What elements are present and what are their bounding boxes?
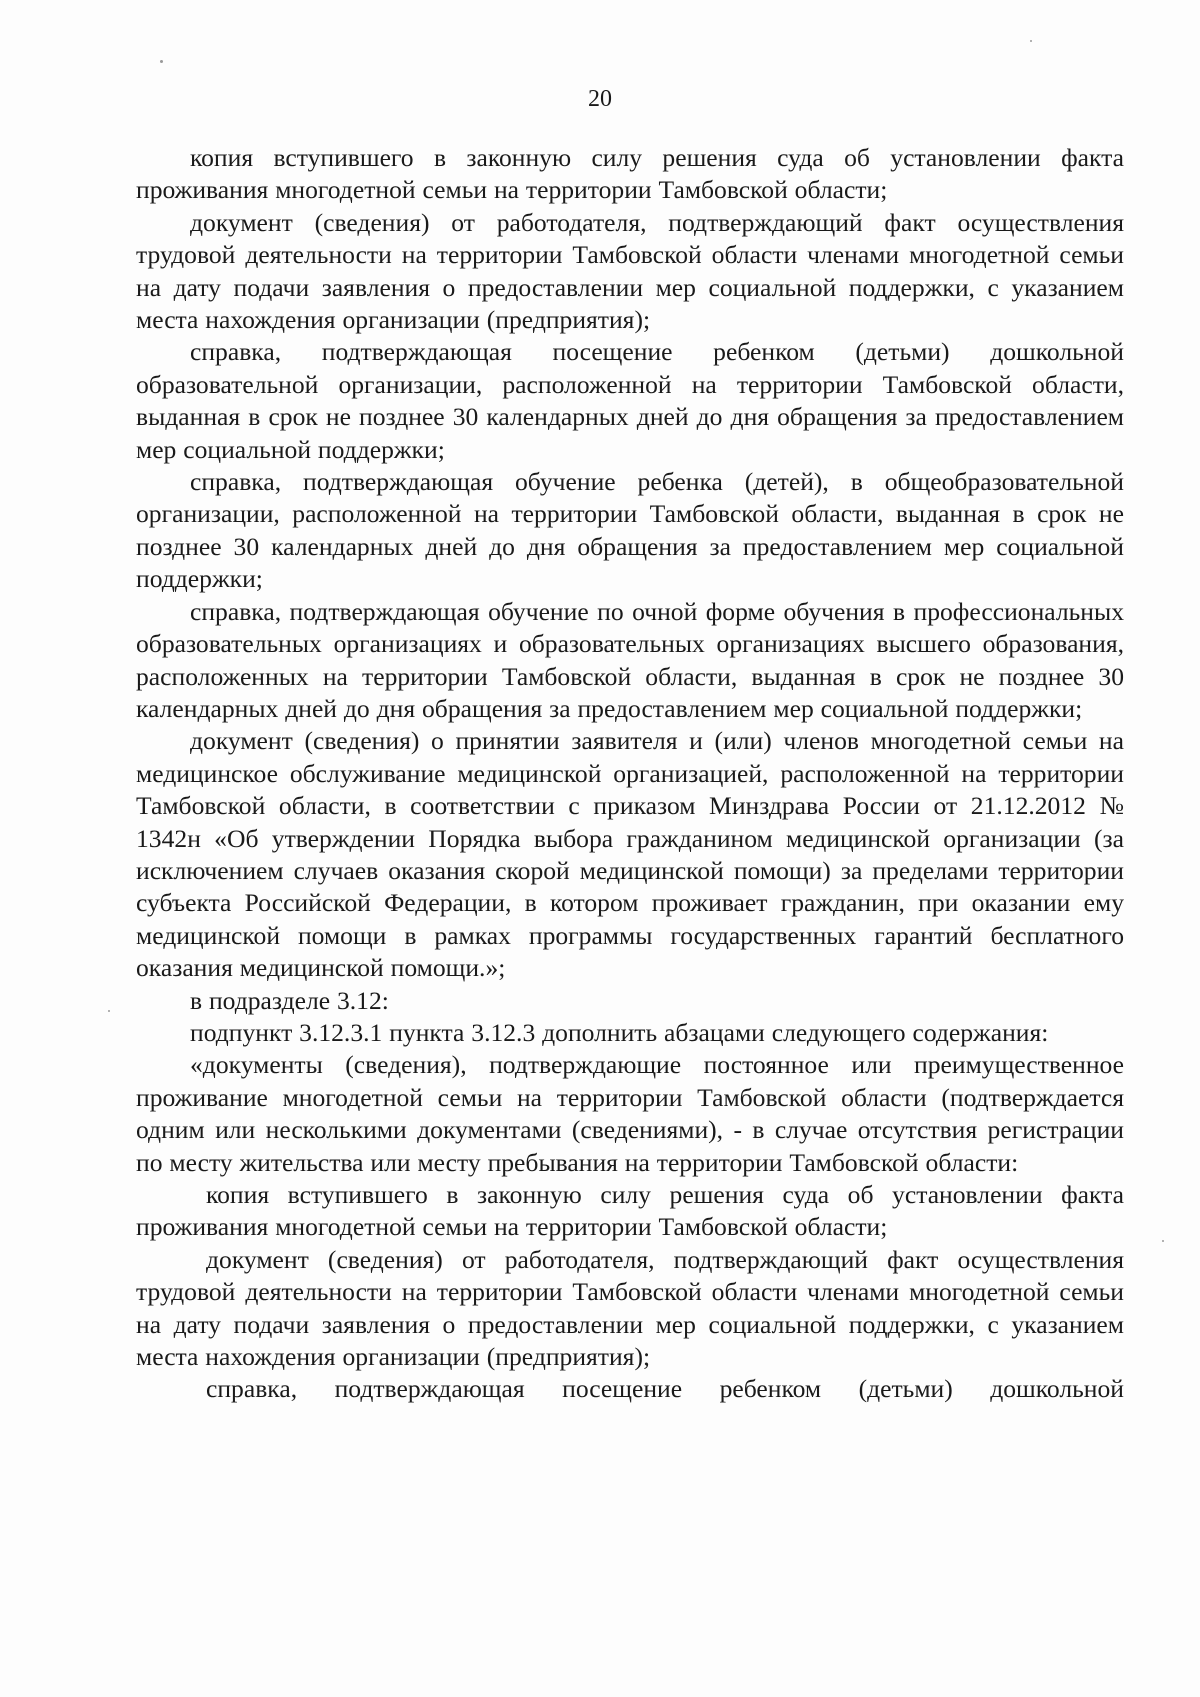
paragraph-preschool-certificate: справка, подтверждающая посещение ребенком (детьми) дошкольной образовательной организации, расположенной на территории Тамбовской области, выданная в срок не позднее 30 календарных дней до дня обращения за предоставлением мер социальной поддержки;	[136, 337, 1124, 464]
scan-speck	[1030, 40, 1032, 42]
paragraph-school-certificate: справка, подтверждающая обучение ребенка (детей), в общеобразовательной организации, расположенной на территории Тамбовской области, выданная в срок не позднее 30 календарных дней до дня обращения за предоставлением мер социальной поддержки;	[136, 467, 1124, 594]
scan-speck	[108, 1010, 110, 1012]
paragraph-employer-document-2: документ (сведения) от работодателя, подтверждающий факт осуществления трудовой деятельности на территории Тамбовской области членами многодетной семьи на дату подачи заявления о предоставлении мер социальной поддержки, с указанием места нахождения организации (предприятия);	[136, 1244, 1124, 1372]
paragraph-medical-service-document: документ (сведения) о принятии заявителя и (или) членов многодетной семьи на медицинское обслуживание медицинской организацией, расположенной на территории Тамбовской области, в соответствии с приказом Минздрава России от 21.12.2012 № 1342н «Об утверждении Порядка выбора гражданином медицинской организации (за исключением случаев оказания скорой медицинской помощи) за пределами территории субъекта Российской Федерации, в котором проживает гражданин, при оказании ему медицинской помощи в рамках программы государственных гарантий бесплатного оказания медицинской помощи.»;	[136, 726, 1124, 983]
paragraph-court-decision-copy: копия вступившего в законную силу решения суда об установлении факта проживания многодетной семьи на территории Тамбовской области;	[136, 143, 1124, 205]
page-number: 20	[588, 86, 612, 112]
scan-speck	[1162, 1240, 1164, 1242]
document-body	[136, 142, 1124, 1406]
paragraph-residence-documents: «документы (сведения), подтверждающие постоянное или преимущественное проживание многодетной семьи на территории Тамбовской области (подтверждается одним или несколькими документами (сведениями), - в случае отсутствия регистрации по месту жительства или месту пребывания на территории Тамбовской области:	[136, 1050, 1124, 1177]
paragraph-subclause-3-12-3-1: подпункт 3.12.3.1 пункта 3.12.3 дополнить абзацами следующего содержания:	[190, 1017, 1049, 1047]
paragraph-higher-education-certificate: справка, подтверждающая обучение по очной форме обучения в профессиональных образовательных организациях и образовательных организациях высшего образования, расположенных на территории Тамбовской области, выданная в срок не позднее 30 календарных дней до дня обращения за предоставлением мер социальной поддержки;	[136, 596, 1124, 723]
paragraph-subsection-3-12: в подразделе 3.12:	[190, 985, 389, 1015]
paragraph-employer-document: документ (сведения) от работодателя, подтверждающий факт осуществления трудовой деятельности на территории Тамбовской области членами многодетной семьи на дату подачи заявления о предоставлении мер социальной поддержки, с указанием места нахождения организации (предприятия);	[136, 207, 1124, 335]
paragraph-preschool-certificate-2: справка, подтверждающая посещение ребенком (детьми) дошкольной	[206, 1374, 1124, 1404]
paragraph-court-decision-copy-2: копия вступившего в законную силу решения суда об установлении факта проживания многодетной семьи на территории Тамбовской области;	[136, 1180, 1124, 1242]
scan-speck	[160, 60, 163, 63]
